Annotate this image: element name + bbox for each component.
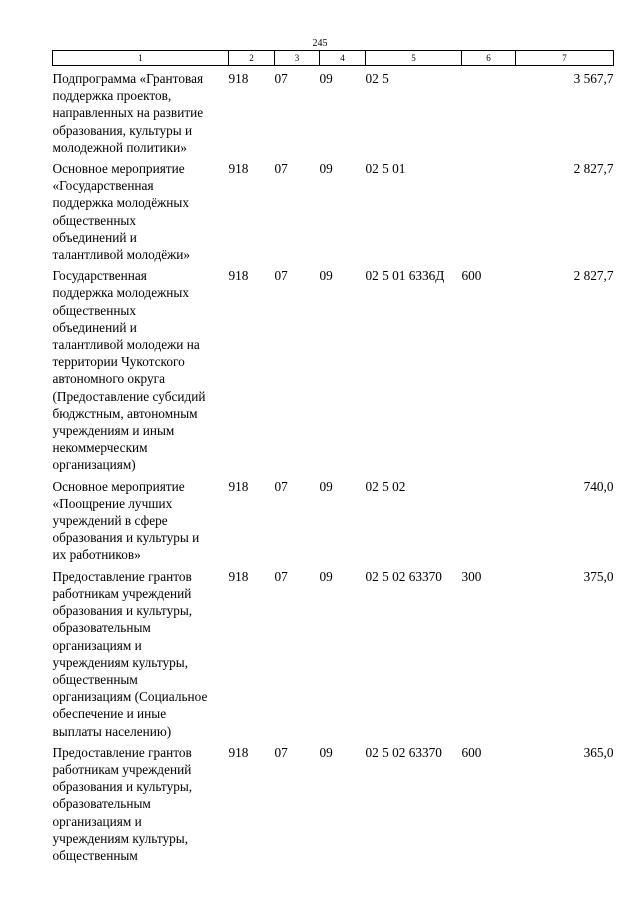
column-header: 5 <box>366 51 462 66</box>
column-header: 6 <box>462 51 516 66</box>
expense-type: 300 <box>461 568 482 584</box>
table-row <box>53 156 614 263</box>
amount: 375,0 <box>583 568 614 584</box>
budget-table <box>52 50 614 864</box>
ministry-code: 918 <box>228 268 249 284</box>
section-code: 07 <box>274 568 288 584</box>
table-row <box>53 474 614 564</box>
row-name-line: бюджстным, автономным <box>52 405 198 421</box>
row-name-line: автономного округа <box>52 371 166 387</box>
row-name-line: Подпрограмма «Грантовая <box>52 71 204 86</box>
row-name-line: организациям) <box>52 457 136 473</box>
row-name-line: талантливой молодежи на <box>52 337 200 353</box>
row-name-line: Основное мероприятие <box>52 161 185 177</box>
row-name-line: их работников» <box>52 547 141 563</box>
row-name-line: обеспечение и иные <box>52 706 167 722</box>
row-name-line: (Предоставление субсидий <box>52 388 206 404</box>
column-header: 2 <box>229 51 275 66</box>
row-name-line: общественных <box>52 302 137 318</box>
row-name-line: образования, культуры и <box>52 122 193 138</box>
row-name-line: объединений и <box>52 229 137 245</box>
row-name <box>53 740 229 864</box>
column-number-row <box>53 51 614 66</box>
target-article: 02 5 02 63370 <box>365 744 442 760</box>
table-row <box>53 740 614 864</box>
row-name-line: некоммерческим <box>52 440 148 456</box>
row-name-line: образования и культуры, <box>52 603 193 619</box>
row-name-line: образования и культуры и <box>52 530 200 546</box>
amount: 2 827,7 <box>573 161 614 177</box>
expense-type <box>462 474 516 564</box>
target-article: 02 5 02 <box>365 478 406 494</box>
row-name-line: образовательным <box>52 620 151 636</box>
subsection-code: 09 <box>319 478 333 494</box>
row-name-line: учреждениям и иным <box>52 423 175 439</box>
expense-type: 600 <box>461 744 482 760</box>
ministry-code: 918 <box>228 744 249 760</box>
row-name-line: образования и культуры, <box>52 779 193 795</box>
target-article: 02 5 01 <box>365 161 406 177</box>
row-name-line: поддержка молодёжных <box>52 195 189 211</box>
subsection-code: 09 <box>319 71 333 86</box>
ministry-code: 918 <box>228 568 249 584</box>
ministry-code: 918 <box>228 478 249 494</box>
section-code: 07 <box>274 744 288 760</box>
row-name-line: учреждениям культуры, <box>52 654 189 670</box>
row-name-line: Предоставление грантов <box>52 744 192 760</box>
amount: 3 567,7 <box>573 71 614 86</box>
amount: 2 827,7 <box>573 268 614 284</box>
subsection-code: 09 <box>319 568 333 584</box>
row-name-line: «Поощрение лучших <box>52 495 173 511</box>
expense-type: 600 <box>461 268 482 284</box>
column-header: 3 <box>275 51 320 66</box>
row-name-line: работникам учреждений <box>52 761 192 777</box>
page-number: 245 <box>312 38 328 49</box>
row-name <box>53 263 229 473</box>
row-name-line: организациям и <box>52 637 142 653</box>
row-name-line: объединений и <box>52 319 137 335</box>
section-code: 07 <box>274 478 288 494</box>
row-name <box>53 564 229 740</box>
row-name-line: поддержка молодежных <box>52 285 189 301</box>
section-code: 07 <box>274 161 288 177</box>
row-name-line: территории Чукотского <box>52 354 185 370</box>
column-header: 7 <box>516 51 614 66</box>
target-article: 02 5 02 63370 <box>365 568 442 584</box>
row-name-line: общественным <box>52 671 138 687</box>
row-name-line: общественным <box>52 847 138 863</box>
row-name <box>53 474 229 564</box>
table-row <box>53 263 614 473</box>
table-row <box>53 564 614 740</box>
row-name-line: Предоставление грантов <box>52 568 192 584</box>
row-name-line: образовательным <box>52 796 151 812</box>
section-code: 07 <box>274 71 288 86</box>
table-body <box>53 66 614 865</box>
ministry-code: 918 <box>228 71 249 86</box>
row-name-line: Государственная <box>52 268 147 284</box>
row-name-line: молодежной политики» <box>52 139 187 155</box>
row-name-line: Основное мероприятие <box>52 478 185 494</box>
row-name <box>53 66 229 157</box>
row-name <box>53 156 229 263</box>
target-article: 02 5 <box>365 71 389 86</box>
row-name-line: учреждениям культуры, <box>52 830 189 846</box>
expense-type <box>462 66 516 157</box>
row-name-line: поддержка проектов, <box>52 88 172 104</box>
row-name-line: работникам учреждений <box>52 585 192 601</box>
column-header: 4 <box>320 51 366 66</box>
amount: 365,0 <box>583 744 614 760</box>
row-name-line: выплаты населению) <box>52 723 172 739</box>
row-name-line: организациям и <box>52 813 142 829</box>
column-header: 1 <box>53 51 229 66</box>
row-name-line: общественных <box>52 212 137 228</box>
subsection-code: 09 <box>319 268 333 284</box>
row-name-line: направленных на развитие <box>52 105 204 121</box>
ministry-code: 918 <box>228 161 249 177</box>
row-name-line: талантливой молодёжи» <box>52 247 191 263</box>
row-name-line: учреждений в сфере <box>52 513 168 529</box>
expense-type <box>462 156 516 263</box>
subsection-code: 09 <box>319 161 333 177</box>
row-name-line: организациям (Социальное <box>52 689 208 705</box>
target-article: 02 5 01 6336Д <box>365 268 445 284</box>
amount: 740,0 <box>583 478 614 494</box>
subsection-code: 09 <box>319 744 333 760</box>
section-code: 07 <box>274 268 288 284</box>
row-name-line: «Государственная <box>52 178 154 194</box>
table-row <box>53 66 614 157</box>
